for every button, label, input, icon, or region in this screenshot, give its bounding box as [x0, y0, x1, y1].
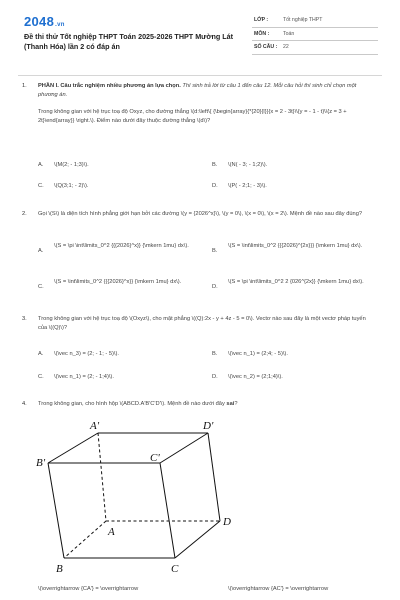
label-d: D [223, 516, 231, 528]
part-heading: PHẦN I. Câu trắc nghiệm nhiều phương án lựa chọn. [38, 83, 181, 89]
option-text: \(Q(3;1; - 2)\). [54, 183, 89, 189]
edge-c-d [175, 521, 220, 558]
edge-b1-b [48, 463, 64, 558]
option-text: \(S = \pi \int\limits_0^2 2 {026^{2x}} {\mkern 1mu} dx\). [228, 279, 364, 285]
question-text-part: Trong không gian, cho hình hộp \(ABCD.A'B'C'D'\). Mệnh đề nào dưới đây [38, 401, 227, 407]
option-text: \(S = \int\limits_0^2 {{{2026}^{2x}}} {\mkern 1mu} dx\). [228, 243, 363, 249]
meta-key: LỚP : [254, 17, 269, 23]
option-text: \(\overrightarrow {CA'} = \overrightarrow [38, 586, 139, 592]
header-divider [18, 75, 382, 76]
option-label: A. [38, 351, 44, 357]
option-label: C. [38, 284, 44, 290]
exam-meta-table [252, 14, 378, 55]
meta-key: SỐ CÂU : [254, 44, 278, 50]
option-label: D. [212, 284, 218, 290]
question-text: Trong không gian với hệ trục toạ độ \(Oxyz\), cho mặt phẳng \((Q):2x - y + 4z - 5 = 0\). Vectơ nào sau đây là một vectơ pháp tuyến của \((Q)\)? [38, 316, 366, 331]
option-text: \(\vec n_2) = (2;1;4)\). [228, 374, 283, 380]
option-text: \(S = \pi \int\limits_0^2 {{{2026}^x}} {\mkern 1mu} dx\). [54, 243, 189, 249]
label-a: A [108, 526, 115, 538]
question-number: 4. [22, 401, 27, 407]
site-logo[interactable] [24, 14, 65, 29]
exam-title: Đề thi thử Tốt nghiệp THPT Toán 2025-2026 THPT Mường Lát (Thanh Hóa) lần 2 có đáp án [24, 32, 234, 51]
logo-text: 2048 [24, 14, 55, 29]
edge-c1-c [160, 463, 175, 558]
question-text [38, 82, 374, 100]
page-header [0, 0, 400, 68]
option-text: \(\vec n_3) = (2; - 1; - 5)\). [54, 351, 119, 357]
option-text: \(N( - 3; - 1;2)\). [228, 162, 268, 168]
option-label: D. [212, 374, 218, 380]
label-c-prime: C' [150, 452, 160, 464]
edge-a-b [64, 521, 106, 558]
question-number: 3. [22, 316, 27, 322]
label-b: B [56, 563, 63, 575]
question-text: Trong không gian với hệ trục toạ độ Oxyz, cho đường thẳng \(d:\left\{ {\begin{array}{*{20}{l}}{x = 2 - 3t}\\{y = - 1 - t}\\{z = 3 + 2t}\end{array}} \right.\). Điểm nào dưới đây thuộc đường thẳng \(d\)? [38, 109, 347, 124]
parallelepiped-figure [30, 415, 240, 580]
option-text: \(\vec n_1) = (2; - 1;4)\). [54, 374, 114, 380]
option-text: \(M(2; - 1;3)\). [54, 162, 89, 168]
edge-a1-b1 [48, 433, 98, 463]
option-label: B. [212, 162, 218, 168]
question-emphasis: sai [226, 401, 235, 407]
option-label: C. [38, 183, 44, 189]
option-text: \(\overrightarrow {AC'} = \overrightarrow [228, 586, 329, 592]
option-label: A. [38, 162, 44, 168]
meta-value: Tốt nghiệp THPT [283, 17, 323, 23]
label-c: C [171, 563, 179, 575]
edge-a1-a [98, 433, 106, 521]
option-label: B. [212, 248, 218, 254]
option-label: B. [212, 351, 218, 357]
question-text [38, 400, 374, 409]
label-a-prime: A' [90, 420, 100, 432]
option-label: C. [38, 374, 44, 380]
meta-row-count [252, 41, 378, 55]
question-number: 1. [22, 83, 27, 89]
option-label: D. [212, 183, 218, 189]
option-text: \(\vec n_1) = (2;4; - 5)\). [228, 351, 288, 357]
meta-row-class [252, 14, 378, 28]
question-number: 2. [22, 211, 27, 217]
edge-d1-c1 [160, 433, 208, 463]
meta-value: 22 [283, 44, 289, 50]
question-text: Gọi \(S\) là diện tích hình phẳng giới hạn bởi các đường \(y = {2026^x}\), \(y = 0\), \(x = 0\), \(x = 2\). Mệnh đề nào sau đây đúng? [38, 211, 363, 217]
question-text-part: ? [234, 401, 238, 407]
meta-row-subject [252, 28, 378, 42]
meta-value: Toán [283, 30, 295, 37]
part-instruction: Thí sinh trả lời từ câu 1 đến câu 12. Mỗi câu hỏi thí sinh chỉ chọn một phương án. [38, 83, 357, 98]
option-text: \(P( - 2;1; - 3)\). [228, 183, 267, 189]
option-label: A. [38, 248, 44, 254]
logo-suffix: .vn [55, 22, 65, 28]
option-text: \(S = \int\limits_0^2 {{{2026}^x}} {\mkern 1mu} dx\). [54, 279, 182, 285]
edge-d1-d [208, 433, 220, 521]
label-b-prime: B' [36, 457, 46, 469]
label-d-prime: D' [203, 420, 214, 432]
meta-key: MÔN : [254, 30, 270, 37]
